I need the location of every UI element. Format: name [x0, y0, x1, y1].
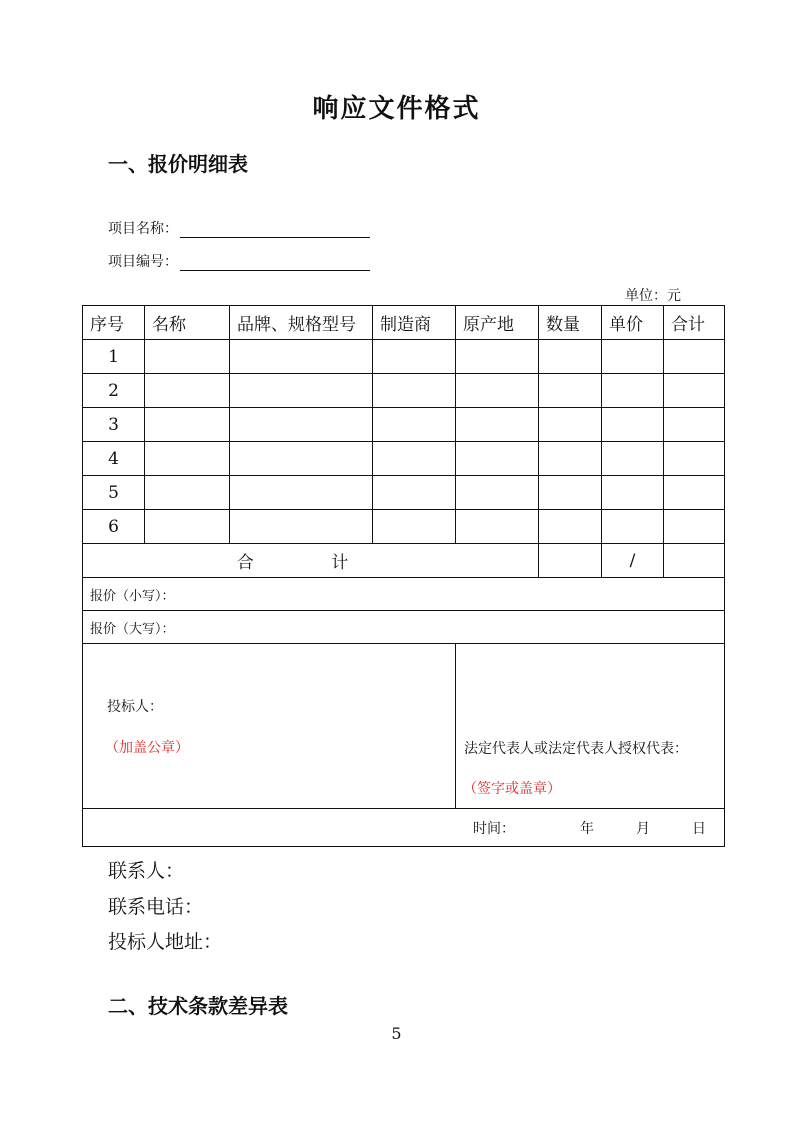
table-cell[interactable]: [664, 340, 725, 374]
table-cell[interactable]: [456, 340, 539, 374]
table-cell[interactable]: [602, 340, 664, 374]
row-number: 2: [83, 374, 145, 408]
table-cell[interactable]: [145, 442, 230, 476]
table-cell[interactable]: [373, 476, 456, 510]
total-sum-cell[interactable]: [664, 544, 725, 578]
table-cell[interactable]: [539, 442, 602, 476]
row-number: 3: [83, 408, 145, 442]
bidder-seal-note: （加盖公章）: [105, 740, 189, 756]
table-cell[interactable]: [539, 510, 602, 544]
page-number: 5: [391, 1024, 402, 1043]
bidder-label: 投标人：: [107, 699, 163, 715]
table-row: [83, 510, 725, 544]
table-cell[interactable]: [145, 476, 230, 510]
table-cell[interactable]: [145, 408, 230, 442]
time-label: 时间：: [473, 821, 515, 837]
year-label: 年: [580, 821, 594, 837]
header-cell: 制造商: [373, 306, 456, 340]
table-cell[interactable]: [456, 374, 539, 408]
table-cell[interactable]: [602, 476, 664, 510]
table-row: [83, 476, 725, 510]
contact-person-label: 联系人：: [108, 860, 185, 882]
table-cell[interactable]: [145, 374, 230, 408]
quote-table: [82, 305, 725, 847]
total-quantity-cell[interactable]: [539, 544, 602, 578]
total-label: 合 计: [83, 544, 539, 578]
header-cell: 品牌、规格型号: [230, 306, 373, 340]
signature-row: [83, 644, 725, 809]
unit-note: 单位：元: [625, 288, 681, 304]
header-cell: 单价: [602, 306, 664, 340]
table-cell[interactable]: [373, 510, 456, 544]
table-header-row: [83, 306, 725, 340]
header-cell: 序号: [83, 306, 145, 340]
section-heading-quote: 一、报价明细表: [108, 152, 248, 176]
row-number: 4: [83, 442, 145, 476]
price-upper-row: [83, 611, 725, 644]
month-label: 月: [636, 821, 650, 837]
row-number: 1: [83, 340, 145, 374]
contact-phone-label: 联系电话：: [108, 896, 204, 918]
table-cell[interactable]: [230, 510, 373, 544]
row-number: 5: [83, 476, 145, 510]
bidder-cell[interactable]: [83, 644, 456, 809]
document-title: 响应文件格式: [312, 94, 481, 124]
table-row: [83, 408, 725, 442]
project-number-label: 项目编号：: [108, 254, 178, 270]
table-cell[interactable]: [456, 442, 539, 476]
row-number: 6: [83, 510, 145, 544]
table-row: [83, 442, 725, 476]
header-cell: 数量: [539, 306, 602, 340]
table-cell[interactable]: [456, 476, 539, 510]
price-lower-row: [83, 578, 725, 611]
table-cell[interactable]: [373, 442, 456, 476]
table-cell[interactable]: [664, 442, 725, 476]
table-row: [83, 374, 725, 408]
table-cell[interactable]: [145, 340, 230, 374]
table-cell[interactable]: [373, 408, 456, 442]
table-cell[interactable]: [230, 374, 373, 408]
table-cell[interactable]: [539, 476, 602, 510]
table-cell[interactable]: [230, 476, 373, 510]
bidder-address-label: 投标人地址：: [108, 931, 223, 953]
header-cell: 名称: [145, 306, 230, 340]
table-cell[interactable]: [664, 408, 725, 442]
table-cell[interactable]: [602, 408, 664, 442]
table-cell[interactable]: [664, 374, 725, 408]
price-upper-label[interactable]: 报价（大写）：: [83, 611, 725, 644]
table-cell[interactable]: [373, 340, 456, 374]
table-cell[interactable]: [539, 340, 602, 374]
table-cell[interactable]: [539, 374, 602, 408]
project-name-label: 项目名称：: [108, 221, 178, 237]
project-number-field: [108, 251, 370, 271]
table-cell[interactable]: [373, 374, 456, 408]
table-cell[interactable]: [602, 442, 664, 476]
project-name-blank[interactable]: [180, 221, 370, 238]
table-cell[interactable]: [230, 442, 373, 476]
date-row: [83, 809, 725, 847]
total-unit-price-cell: /: [602, 544, 664, 578]
table-cell[interactable]: [539, 408, 602, 442]
representative-sign-note: （签字或盖章）: [463, 781, 561, 797]
project-name-field: [108, 218, 370, 238]
table-cell[interactable]: [230, 340, 373, 374]
date-cell[interactable]: [83, 809, 725, 847]
table-cell[interactable]: [664, 510, 725, 544]
table-cell[interactable]: [230, 408, 373, 442]
table-cell[interactable]: [602, 374, 664, 408]
total-row: [83, 544, 725, 578]
table-cell[interactable]: [664, 476, 725, 510]
price-lower-label[interactable]: 报价（小写）：: [83, 578, 725, 611]
table-cell[interactable]: [602, 510, 664, 544]
table-cell[interactable]: [456, 408, 539, 442]
header-cell: 合计: [664, 306, 725, 340]
representative-label: 法定代表人或法定代表人授权代表：: [464, 741, 688, 757]
header-cell: 原产地: [456, 306, 539, 340]
section-heading-tech-diff: 二、技术条款差异表: [108, 994, 288, 1018]
project-number-blank[interactable]: [180, 254, 370, 271]
table-row: [83, 340, 725, 374]
representative-cell[interactable]: [456, 644, 725, 809]
day-label: 日: [692, 821, 706, 837]
table-cell[interactable]: [145, 510, 230, 544]
table-cell[interactable]: [456, 510, 539, 544]
